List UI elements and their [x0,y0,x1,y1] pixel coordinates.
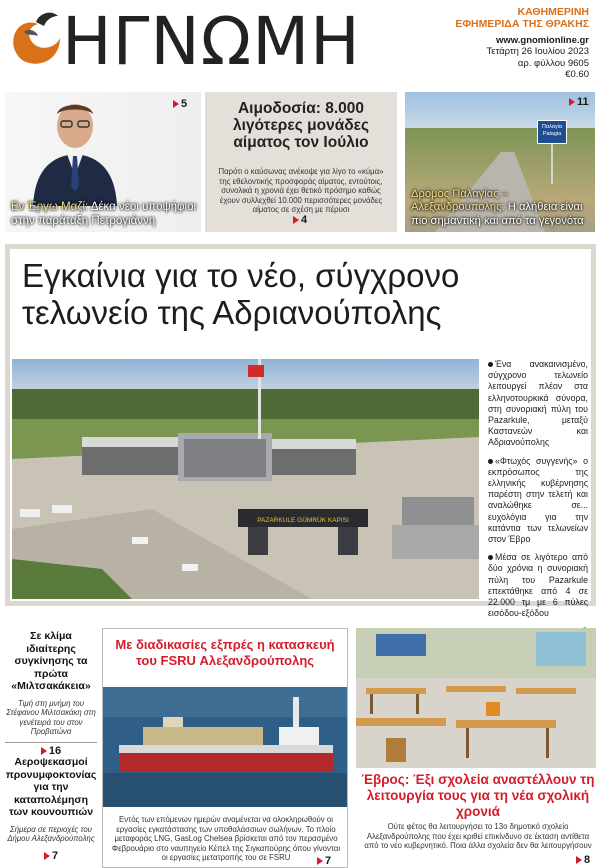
sidebar-story-title: Αεροψεκασμοί προνυμφοκτονίας για την καταπολέμηση των κουνουπιών [5,756,97,818]
lead-bullet: Μέσα σε λιγότερο από δύο χρόνια η συνοριακή πύλη του Pazarkule επεκτάθηκε από 4 σε 22.000 τμ με 6 πύλες εισόδου-εξόδου [488,552,588,619]
lead-headline: Εγκαίνια για το νέο, σύγχρονο τελωνείο της Αδριανούπολης [22,257,460,331]
fsru-page[interactable]: 7 [317,855,331,867]
arrow-icon [317,857,323,865]
sidebar-story-body: Σήμερα σε περιοχές του Δήμου Αλεξανδρούπολης [7,824,95,843]
teaser-blood-donation-title: Αιμοδοσία: 8.000 λιγότερες μονάδες αίματος τον Ιούλιο [232,100,370,151]
sidebar-divider [5,742,97,743]
arrow-icon [44,852,50,860]
schools-page[interactable]: 8 [576,854,590,866]
politician-photo [27,96,123,206]
schools-body: Ούτε φέτος θα λειτουργήσει το 13ο δημοτικό σχολείο Αλεξανδρούπολης που έχει κριθεί επικίνδυνο σε έκταση αντίθετα από το νέο κυβερνητικό. Ποια άλλα σχολεία δεν θα λειτουργήσουν [364,822,592,850]
masthead-title: ΗΓΝΩΜΗ [62,3,361,80]
lead-bullet: Ένα ανακαινισμένο, σύγχρονο τελωνείο λειτουργεί πλέον στα ελληνοτουρκικά σύνορα, στη συνοριακή πύλη του Pazarkule, μεταξύ Καστανεών και Αδριανούπολης [488,359,588,448]
issue-number: αρ. φύλλου 9605 [517,57,589,69]
gate-sign-text: PAZARKULE GÜMRÜK KAPISI [257,517,349,524]
village-sign: Παλαγία Palagia [537,120,567,144]
arrow-icon [173,100,179,108]
sidebar-story-spraying[interactable] [5,756,97,862]
issue-price: €0.60 [565,69,589,80]
dove-logo-icon [6,8,64,70]
teaser-palagia-caption: Δρόμος Παλαγίας – Αλεξανδρούπολης: Η αλήθεια είναι πιο σημαντική και από τα γεγονότα [411,187,584,227]
teaser-candidates[interactable] [5,92,201,232]
teaser-candidates-page[interactable]: 5 [173,98,187,110]
arrow-icon [569,98,575,106]
customs-aerial-photo [12,359,479,599]
bullet-dot-icon [488,459,493,464]
teaser-palagia-page[interactable]: 11 [569,96,589,108]
arrow-icon [576,856,582,864]
masthead-tagline-1: ΚΑΘΗΜΕΡΙΝΗ [517,6,589,18]
masthead [0,0,601,86]
schools-story[interactable] [356,628,601,868]
arrow-icon [41,747,47,755]
issue-date: Τετάρτη 26 Ιουλίου 2023 [486,46,589,57]
masthead-tagline-2: ΕΦΗΜΕΡΙΔΑ ΤΗΣ ΘΡΑΚΗΣ [455,18,589,30]
arrow-icon [293,216,299,224]
sidebar-story-title: Σε κλίμα ιδιαίτερης συγκίνησης τα πρώτα «Μιλτσακάκεια» [11,630,91,692]
sidebar-story-page[interactable]: 7 [5,850,97,862]
bullet-dot-icon [488,555,493,560]
fsru-ship-photo [103,687,347,807]
teaser-blood-donation-body: Παρότι ο καύσωνας ανέκοψε για λίγο το «κύμα» της εθελοντικής προσφοράς αίματος, εντούτοις, συνολικά η χρονιά έχει θετικό πρόσημο καθώς έχουν συλλεχθεί 10.000 περισσότερες μονάδες αίματος σε σχέση με πέρυσι [218,167,384,214]
classroom-photo [356,628,596,768]
sidebar-story-miltsakakeia[interactable] [5,630,97,757]
masthead-info [449,6,589,81]
sidebar-story-page[interactable]: 16 [5,745,97,757]
fsru-headline: Με διαδικασίες εξπρές η κατασκευή του FSRU Αλεξανδρούπολης [115,637,335,668]
teaser-palagia-road[interactable] [405,92,595,232]
road-sign-pole [551,144,553,184]
fsru-story[interactable] [102,628,348,868]
bullet-dot-icon [488,362,493,367]
teaser-blood-donation[interactable] [205,92,397,232]
teaser-blood-donation-page[interactable]: 4 [293,214,307,226]
teaser-candidates-caption: Εν Έργω Μαζί: Δέκα νέοι υποψήφιοι στην παράταξη Πετρογιάννη [11,201,197,227]
sidebar-story-body: Τιμή στη μνήμη του Στέφανου Μιλτσακάκη στη γενέτειρά του στον Προβατώνα [6,698,96,736]
schools-headline: Έβρος: Έξι σχολεία αναστέλλουν τη λειτουργία τους για τη νέα σχολική χρονιά [361,772,595,819]
website-link[interactable]: www.gnomionline.gr [495,35,589,46]
lead-story[interactable] [5,244,596,619]
lead-bullets [488,359,588,638]
lead-bullet: «Φτωχός συγγενής» ο εκπρόσωπος της ελληνικής κυβέρνησης παρέστη στην τελετή και αναλώθηκε σε... ευχολόγια για την κατάντια των τελωνείων στον Έβρο [488,455,588,545]
fsru-body: Εντός των επόμενων ημερών αναμένεται να ολοκληρωθούν οι εργασίες εγκατάστασης των υποθαλάσσιων σωλήνων. Το πλοίο μεταφοράς LNG, GasLog Chelsea βρίσκεται από τον περασμένο Φεβρουάριο στο ναυπηγείο Κέπελ της Σιγκαπούρης όπου γίνονται οι εργασίες μετατροπής του σε FSRU [111,815,341,862]
